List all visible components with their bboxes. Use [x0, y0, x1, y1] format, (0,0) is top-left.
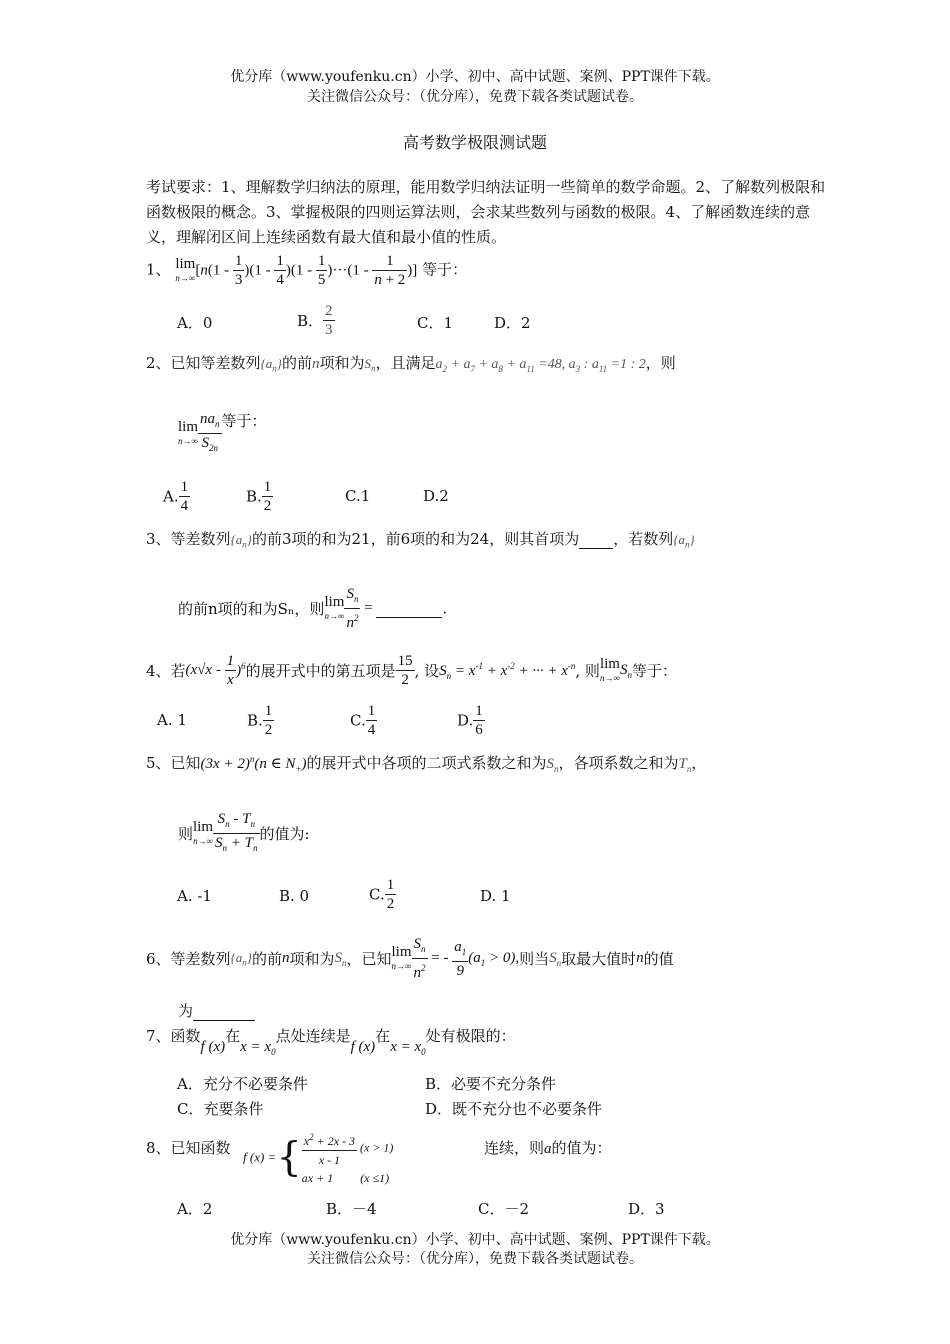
q2-text: 项和为	[319, 354, 365, 372]
q2-text: ，且满足	[375, 354, 436, 372]
q3-text: ，若数列	[613, 530, 674, 548]
q2-text: 2、已知等差数列	[146, 354, 261, 372]
question-4: 4、若(x√x - $\frac{1}{x}$ )$^6$的展开式中的第五项是 $\frac{15}{2}$ , 设$S_n = x^{-1} + x^{-2}$ + ··· + $x^{-n}$, 则 lim n→∞ $S_n$等于：	[146, 653, 677, 688]
q3-text: 的前n项的和为Sₙ，则	[178, 600, 325, 618]
q4-text: 4、若	[146, 662, 186, 680]
q2-option-c: C.1	[345, 487, 371, 505]
q5-option-a: A. -1	[177, 887, 212, 905]
q7-option-a: A．充分不必要条件	[177, 1075, 308, 1093]
q7-text: 在	[225, 1027, 241, 1045]
q3-blank-1[interactable]	[579, 530, 613, 549]
q1-option-c: C．1	[417, 314, 454, 332]
q6-text: 取最大值时	[561, 950, 637, 968]
q8-text: 8、已知函数	[146, 1139, 231, 1157]
q1-option-a: A．0	[177, 314, 213, 332]
q7-text: 处有极限的：	[425, 1027, 516, 1045]
question-1: 1、 lim n→∞ [n(1 - $\frac{1}{3}$ )(1 - $\frac{1}{4}$ )(1 - $\frac{1}{5}$ )···(1 - $\frac{1}{n + 2}$ )] 等于：	[146, 253, 468, 288]
q5-text: 则	[178, 825, 194, 843]
q7-option-b: B．必要不充分条件	[425, 1075, 557, 1093]
q8-option-d: D．3	[628, 1200, 665, 1218]
q1-tail: 等于：	[422, 260, 468, 279]
q1-option-b: B． $\frac{2}{3}$	[297, 303, 333, 338]
q7-option-c: C．充要条件	[177, 1100, 264, 1118]
q8-text: 连续，则	[484, 1139, 545, 1157]
q7-text: 点处连续是	[275, 1027, 351, 1045]
q8-piecewise-function: f (x) ={ $\frac{x^2 + 2x - 3}{x - 1}$ (x > 1) ax + 1 (x ≤1)	[243, 1128, 393, 1187]
q6-text: ，已知	[346, 950, 392, 968]
q7-text: 在	[375, 1027, 391, 1045]
question-7: 7、函数f (x)在$x = x_0$点处连续是f (x)在$x = x_0$处有极限的：	[146, 1027, 516, 1057]
q4-option-a: A. 1	[157, 711, 187, 729]
q8-text: 的值为：	[551, 1139, 612, 1157]
q8-option-a: A．2	[177, 1200, 213, 1218]
q6-text: 6、等差数列	[146, 950, 231, 968]
q1-limit: lim n→∞	[175, 255, 196, 283]
q4-option-b: B. $\frac{1}{2}$	[247, 703, 273, 738]
q7-option-d: D．既不充分也不必要条件	[425, 1100, 603, 1118]
q5-text: 5、已知	[146, 754, 201, 772]
footer-line-1: 优分库（www.youfenku.cn）小学、初中、高中试题、案例、PPT课件下载。	[230, 1232, 720, 1248]
question-5: 5、已知$(3x + 2)^n(n$ ∈ $N_+$)的展开式中各项的二项式系数之和为$S_n$，各项系数之和为$T_n$，	[146, 754, 707, 774]
q5-option-d: D. 1	[480, 887, 511, 905]
q4-text: , 设	[414, 662, 440, 680]
question-6: 6、等差数列$\{a_n\}$的前n项和为$S_n$，已知 lim n→∞ $\frac{S_n}{n^2}$ = - $\frac{a_1}{9}$ $(a_1 > 0)$,则当$S_n$取最大值时n的值	[146, 936, 674, 981]
header-line-1: 优分库（www.youfenku.cn）小学、初中、高中试题、案例、PPT课件下载。	[230, 69, 720, 85]
exam-requirements: 考试要求：1、理解数学归纳法的原理，能用数学归纳法证明一些简单的数学命题。2、了解数列极限和函数极限的概念。3、掌握极限的四则运算法则，会求某些数列与函数的极限。4、了解函数连续的意义，理解闭区间上连续函数有最大值和最小值的性质。	[146, 178, 826, 246]
q2-limit-expression: lim n→∞ $\frac{na_n}{S_{2n}}$ 等于：	[178, 411, 267, 453]
q5-text: ，各项系数之和为	[558, 754, 679, 772]
q6-text: 的前	[251, 950, 282, 968]
q2-option-b: B. $\frac{1}{2}$	[246, 479, 272, 514]
q6-text: 项和为	[289, 950, 335, 968]
q2-option-d: D.2	[423, 487, 449, 505]
q8-option-b: B．－4	[326, 1200, 377, 1218]
q3-text: 的前3项的和为21，前6项的和为24，则其首项为	[251, 530, 580, 548]
question-3: 3、等差数列$\{a_n\}$的前3项的和为21，前6项的和为24，则其首项为 ，若数列$\{a_n\}$	[146, 530, 695, 550]
q8-option-c: C．－2	[478, 1200, 530, 1218]
q1-option-d: D．2	[494, 314, 531, 332]
q8-line-tail: 连续，则a的值为：	[484, 1139, 612, 1157]
q2-text: 的前	[281, 354, 312, 372]
q6-text: 则当	[519, 950, 550, 968]
q5-text: 的展开式中各项的二项式系数之和为	[306, 754, 547, 772]
q5-line-2: 则 lim n→∞ $\frac{S_n - T_n}{S_n + T_n}$ 的值为:	[178, 811, 310, 853]
q5-text: ，	[691, 754, 707, 772]
question-8	[146, 1137, 231, 1158]
q2-option-a: A. $\frac{1}{4}$	[163, 479, 189, 514]
q5-option-c: C. $\frac{1}{2}$	[369, 877, 395, 912]
q3-blank-2[interactable]	[376, 599, 442, 618]
q7-text: 7、函数	[146, 1027, 201, 1045]
q3-line-2: 的前n项的和为Sₙ，则 lim n→∞ $\frac{S_n}{n^2}$ = .	[178, 586, 448, 631]
q6-line-2	[178, 1000, 255, 1021]
question-2: 2、已知等差数列$\{a_n\}$的前n项和为$S_n$，且满足$a_2 + a_7 + a_8 + a_{11} =48$, $a_3$ : $a_{11} =1$ : 2，则	[146, 354, 676, 374]
header-line-2: 关注微信公众号：（优分库），免费下载各类试题试卷。	[307, 89, 643, 105]
q6-blank[interactable]	[193, 1002, 255, 1021]
q4-tail: 等于：	[631, 662, 677, 680]
q1-number: 1、	[146, 260, 171, 279]
q4-option-d: D. $\frac{1}{6}$	[457, 703, 483, 738]
page-title: 高考数学极限测试题	[402, 133, 547, 152]
q4-text: 的展开式中的第五项是	[245, 662, 396, 680]
q6-text: 的值	[643, 950, 674, 968]
q2-text: ，则	[645, 354, 676, 372]
q6-text: 为	[178, 1002, 194, 1020]
q5-tail: 的值为:	[259, 825, 310, 843]
q3-text: 3、等差数列	[146, 530, 231, 548]
q2-tail: 等于：	[221, 412, 267, 430]
q4-text: , 则	[575, 662, 600, 680]
footer-line-2: 关注微信公众号：（优分库），免费下载各类试题试卷。	[307, 1251, 643, 1267]
q4-option-c: C. $\frac{1}{4}$	[350, 703, 376, 738]
q5-option-b: B. 0	[279, 887, 310, 905]
